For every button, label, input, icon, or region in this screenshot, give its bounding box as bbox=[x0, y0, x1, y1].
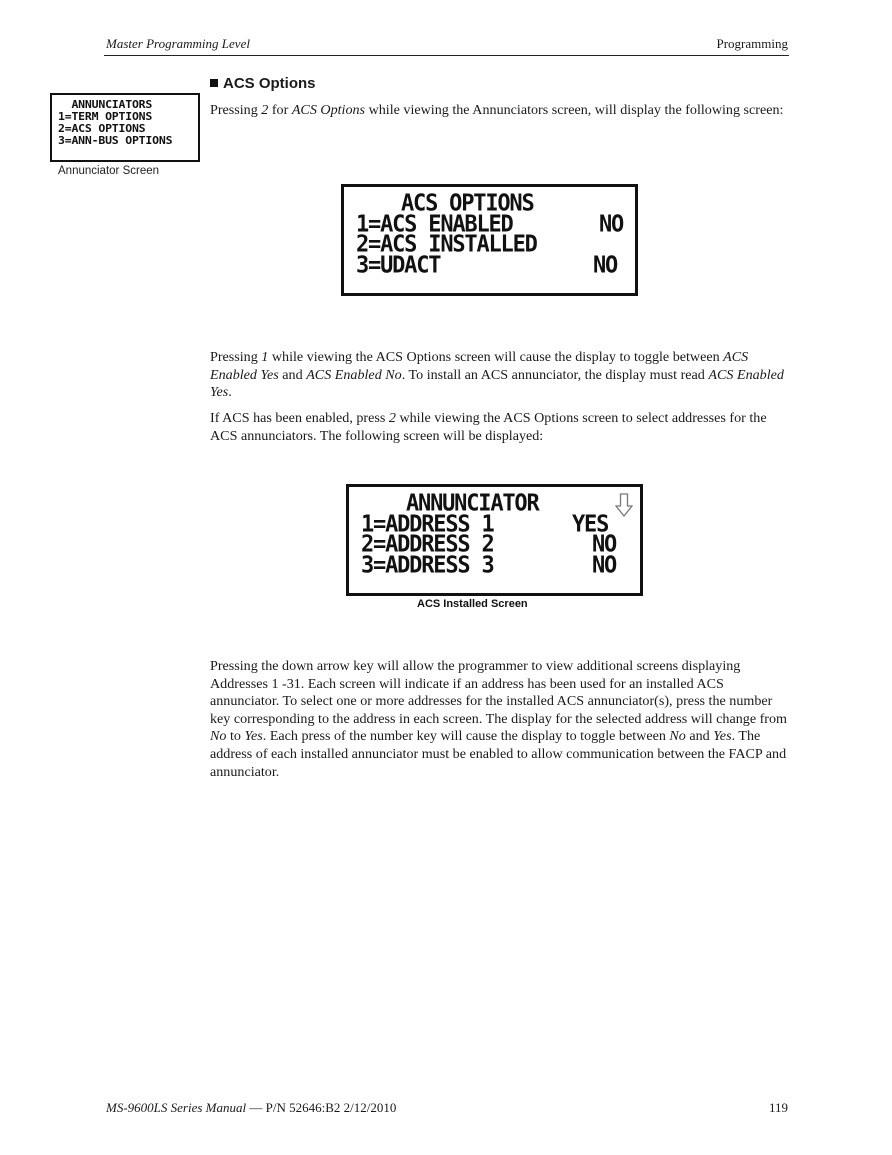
text-run: to bbox=[226, 728, 245, 745]
annunciator-address-lcd-screen bbox=[346, 484, 643, 596]
text-run-italic: ACS Enabled Yes bbox=[210, 366, 784, 401]
down-arrow-icon bbox=[615, 493, 633, 517]
text-run-italic: 1 bbox=[261, 349, 269, 365]
lcd-line: ANNUNCIATORS bbox=[58, 97, 153, 111]
lcd-row-label: 3=ADDRESS 3 bbox=[361, 551, 494, 579]
annunciator-screen-caption: Annunciator Screen bbox=[58, 165, 160, 177]
running-header-left: Master Programming Level bbox=[106, 36, 250, 51]
paragraph-intro bbox=[210, 102, 790, 120]
header-rule bbox=[104, 55, 789, 56]
text-run-italic: ACS Enabled Yes bbox=[210, 349, 749, 383]
text-run-italic: No bbox=[669, 728, 686, 745]
text-run-italic: Yes bbox=[244, 728, 263, 745]
footer-part-number: — P/N 52646:B2 2/12/2010 bbox=[246, 1100, 397, 1115]
lcd-line: 2=ACS OPTIONS bbox=[58, 121, 146, 135]
lcd-row-value: NO bbox=[592, 531, 617, 558]
text-run: and bbox=[278, 366, 307, 383]
lcd-row-value: YES bbox=[572, 510, 609, 538]
text-run: . To install an ACS annunciator, the display must read bbox=[401, 366, 709, 383]
lcd-row-label: 3=UDACT bbox=[356, 251, 441, 279]
text-run-italic: ACS Options bbox=[291, 102, 366, 118]
lcd-row-value: NO bbox=[599, 210, 624, 238]
annunciators-lcd-screen bbox=[50, 93, 200, 162]
lcd-row-label: 2=ADDRESS 2 bbox=[361, 531, 494, 558]
lcd-row bbox=[361, 551, 640, 579]
text-run: . Each press of the number key will cause the display to toggle between bbox=[262, 728, 670, 745]
text-run: . bbox=[228, 384, 232, 401]
lcd-row-label: 1=ACS ENABLED bbox=[356, 210, 513, 238]
footer-manual-info bbox=[106, 1100, 396, 1116]
section-title bbox=[210, 75, 316, 92]
text-run-italic: No bbox=[210, 728, 227, 745]
acs-options-lcd-screen bbox=[341, 184, 638, 296]
text-run-italic: ACS Enabled No bbox=[306, 366, 402, 383]
bullet-square-icon bbox=[210, 79, 218, 87]
text-run: while viewing the Annunciators screen, will display the following screen: bbox=[365, 102, 784, 118]
lcd-row-label: 2=ACS INSTALLED bbox=[356, 231, 537, 258]
text-run: If ACS has been enabled, press bbox=[210, 410, 389, 426]
text-run: and bbox=[685, 728, 714, 745]
lcd-title-text: ACS OPTIONS bbox=[401, 190, 534, 217]
text-run: while viewing the ACS Options screen to select addresses for the ACS annunciators. The following screen will be displayed: bbox=[210, 410, 767, 444]
paragraph-down-arrow bbox=[210, 658, 790, 781]
lcd-row-value: NO bbox=[593, 251, 618, 279]
lcd-row bbox=[356, 251, 635, 279]
lcd-title-text: ANNUNCIATOR bbox=[406, 490, 539, 517]
text-run-italic: 2 bbox=[261, 102, 269, 118]
text-run: Pressing the down arrow key will allow the programmer to view additional screens displaying Addresses 1 -31. Each screen will indicate if an address has been used for an installed ACS annunciator. To select one or more addresses for the installed ACS annunciator(s), press the number key corresponding to the address in each screen. The display for the selected address will change from bbox=[210, 658, 787, 727]
text-run: Pressing bbox=[210, 349, 262, 365]
lcd-row-label: 1=ADDRESS 1 bbox=[361, 510, 494, 538]
paragraph-toggle-enabled bbox=[210, 349, 790, 402]
paragraph-select-addresses bbox=[210, 410, 790, 445]
text-run-italic: Yes bbox=[713, 728, 732, 745]
text-run: Pressing bbox=[210, 102, 262, 118]
lcd-row-value: NO bbox=[592, 551, 617, 579]
page-number: 119 bbox=[768, 1100, 788, 1115]
text-run: . The address of each installed annunciator must be enabled to allow communication between the FACP and annunciator. bbox=[210, 728, 787, 780]
text-run: while viewing the ACS Options screen will cause the display to toggle between bbox=[268, 349, 724, 365]
acs-installed-screen-caption: ACS Installed Screen bbox=[417, 598, 528, 610]
running-header-right: Programming bbox=[716, 36, 788, 51]
footer-manual-title: MS-9600LS Series Manual bbox=[106, 1100, 247, 1115]
text-run-italic: 2 bbox=[388, 410, 396, 426]
lcd-line: 3=ANN-BUS OPTIONS bbox=[58, 133, 173, 147]
text-run: for bbox=[268, 102, 292, 118]
section-title-text: ACS Options bbox=[223, 75, 316, 92]
lcd-line: 1=TERM OPTIONS bbox=[58, 109, 153, 123]
